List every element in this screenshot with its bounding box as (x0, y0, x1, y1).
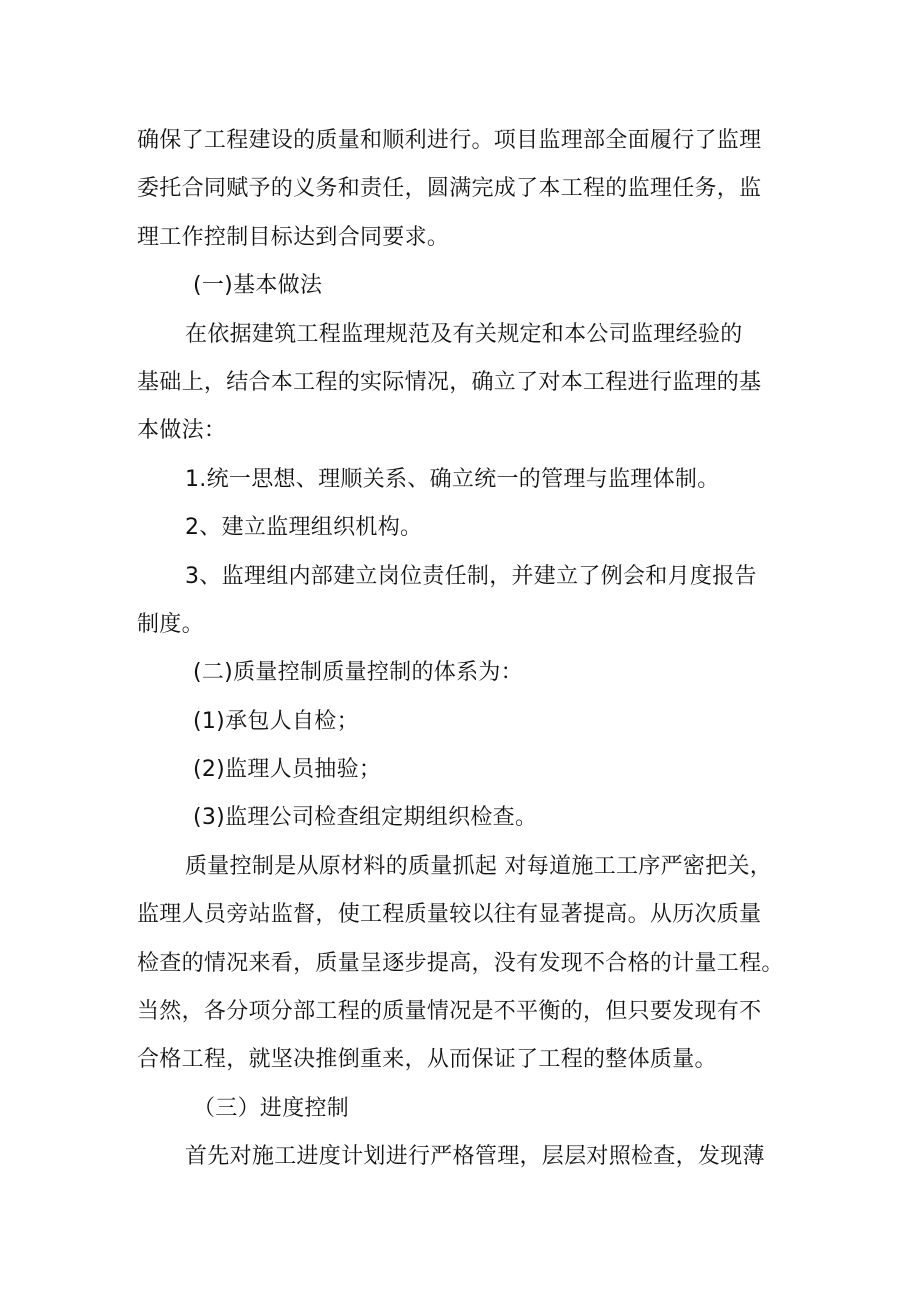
list-item-3: 3、监理组内部建立岗位责任制，并建立了例会和月度报告 (185, 563, 757, 589)
paragraph-start-line: 首先对施工进度计划进行严格管理，层层对照检查，发现薄 (185, 1144, 765, 1170)
sub-item-2: (2)监理人员抽验； (193, 757, 382, 783)
list-item-1: 1.统一思想、理顺关系、确立统一的管理与监理体制。 (185, 466, 720, 492)
body-text-line: 检查的情况来看，质量呈逐步提高，没有发现不合格的计量工程。 (137, 950, 784, 976)
paragraph-start-line: 质量控制是从原材料的质量抓起 对每道施工工序严密把关， (185, 853, 773, 879)
paragraph-start-line: 在依据建筑工程监理规范及有关规定和本公司监理经验的 (185, 321, 743, 347)
section-heading-progress-control: （三）进度控制 (193, 1095, 350, 1121)
body-text-line: 本做法： (137, 418, 227, 444)
section-heading-basic-method: (一)基本做法 (193, 273, 323, 299)
body-text-line: 基础上，结合本工程的实际情况，确立了对本工程进行监理的基 (137, 369, 762, 395)
section-heading-quality-control: (二)质量控制质量控制的体系为： (193, 660, 523, 686)
sub-item-3: (3)监理公司检查组定期组织检查。 (193, 805, 538, 831)
body-text-line: 合格工程，就坚决推倒重来，从而保证了工程的整体质量。 (137, 1047, 717, 1073)
body-text-line: 当然，各分项分部工程的质量情况是不平衡的，但只要发现有不 (137, 999, 762, 1025)
body-text-line: 委托合同赋予的义务和责任，圆满完成了本工程的监理任务，监 (137, 176, 762, 202)
body-text-line: 制度。 (137, 611, 204, 637)
sub-item-1: (1)承包人自检； (193, 708, 359, 734)
body-text-line: 确保了工程建设的质量和顺利进行。项目监理部全面履行了监理 (137, 128, 762, 153)
list-item-2: 2、建立监理组织机构。 (185, 515, 423, 541)
body-text-line: 监理人员旁站监督，使工程质量较以往有显著提高。从历次质量 (137, 902, 762, 928)
body-text-line: 理工作控制目标达到合同要求。 (137, 224, 450, 250)
